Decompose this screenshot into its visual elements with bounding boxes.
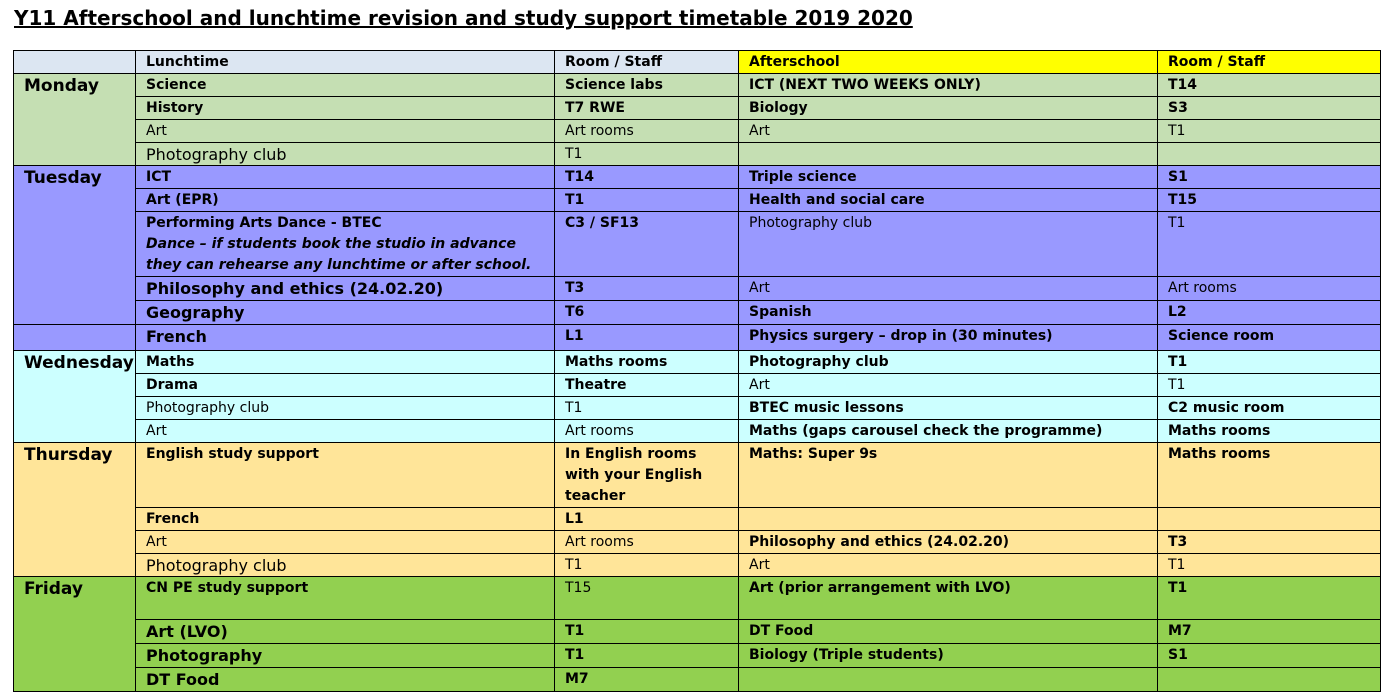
after-cell (739, 143, 1158, 166)
header-afterschool: Afterschool (739, 51, 1158, 74)
lunch-room-cell: T7 RWE (555, 97, 739, 120)
after-cell: Art (739, 277, 1158, 301)
after-cell: Physics surgery – drop in (30 minutes) (739, 325, 1158, 351)
after-room-cell: Maths rooms (1158, 420, 1381, 443)
table-row (14, 189, 1381, 212)
table-row (14, 143, 1381, 166)
table-row (14, 508, 1381, 531)
after-room-cell: M7 (1158, 620, 1381, 644)
after-room-cell: S1 (1158, 644, 1381, 668)
table-row (14, 531, 1381, 554)
after-cell (739, 668, 1158, 692)
day-monday: Monday (14, 74, 136, 166)
lunch-cell: Drama (136, 374, 555, 397)
day-tuesday: Tuesday (14, 166, 136, 325)
after-room-cell: S1 (1158, 166, 1381, 189)
header-lunch-room: Room / Staff (555, 51, 739, 74)
after-cell: Art (739, 374, 1158, 397)
after-room-cell: S3 (1158, 97, 1381, 120)
after-room-cell: L2 (1158, 301, 1381, 325)
table-row (14, 577, 1381, 620)
after-room-cell (1158, 668, 1381, 692)
lunch-cell: Photography club (136, 554, 555, 577)
after-room-cell: T1 (1158, 351, 1381, 374)
after-room-cell: T3 (1158, 531, 1381, 554)
after-room-cell: Maths rooms (1158, 443, 1381, 508)
lunch-cell: Photography club (136, 397, 555, 420)
table-row (14, 554, 1381, 577)
lunch-cell: DT Food (136, 668, 555, 692)
after-cell: Photography club (739, 212, 1158, 277)
table-row (14, 325, 1381, 351)
lunch-cell: Photography (136, 644, 555, 668)
lunch-cell: Art (136, 531, 555, 554)
after-cell: Biology (Triple students) (739, 644, 1158, 668)
table-row (14, 420, 1381, 443)
after-cell: Philosophy and ethics (24.02.20) (739, 531, 1158, 554)
lunch-room-cell: L1 (555, 325, 739, 351)
lunch-cell: English study support (136, 443, 555, 508)
lunch-room-cell: T6 (555, 301, 739, 325)
after-cell: Triple science (739, 166, 1158, 189)
lunch-room-cell: T1 (555, 554, 739, 577)
after-cell: Art (739, 120, 1158, 143)
after-room-cell (1158, 143, 1381, 166)
table-row (14, 668, 1381, 692)
header-after-room: Room / Staff (1158, 51, 1381, 74)
lunch-room-cell: Art rooms (555, 120, 739, 143)
after-cell: ICT (NEXT TWO WEEKS ONLY) (739, 74, 1158, 97)
lunch-cell: Art (136, 120, 555, 143)
lunch-room-cell: C3 / SF13 (555, 212, 739, 277)
table-row (14, 620, 1381, 644)
day-wednesday: Wednesday (14, 351, 136, 443)
table-row (14, 277, 1381, 301)
table-row (14, 212, 1381, 277)
after-room-cell: T1 (1158, 212, 1381, 277)
lunch-cell: Art (LVO) (136, 620, 555, 644)
after-room-cell: T1 (1158, 554, 1381, 577)
table-row (14, 351, 1381, 374)
day-friday: Friday (14, 577, 136, 692)
header-lunchtime: Lunchtime (136, 51, 555, 74)
lunch-cell: Photography club (136, 143, 555, 166)
table-row (14, 397, 1381, 420)
lunch-room-cell: T3 (555, 277, 739, 301)
header-blank (14, 51, 136, 74)
lunch-room-cell: L1 (555, 508, 739, 531)
lunch-cell: Art (EPR) (136, 189, 555, 212)
lunch-room-cell: T14 (555, 166, 739, 189)
table-row (14, 443, 1381, 508)
day-thursday: Thursday (14, 443, 136, 577)
table-row (14, 301, 1381, 325)
after-cell (739, 508, 1158, 531)
table-row (14, 120, 1381, 143)
lunch-cell: Philosophy and ethics (24.02.20) (136, 277, 555, 301)
after-cell: Maths (gaps carousel check the programme) (739, 420, 1158, 443)
lunch-room-cell: Art rooms (555, 531, 739, 554)
lunch-cell: Maths (136, 351, 555, 374)
lunch-cell: Art (136, 420, 555, 443)
after-cell: DT Food (739, 620, 1158, 644)
lunch-cell: ICT (136, 166, 555, 189)
lunch-room-cell: T1 (555, 189, 739, 212)
day-empty (14, 325, 136, 351)
lunch-room-cell: T15 (555, 577, 739, 620)
table-row (14, 166, 1381, 189)
lunch-room-cell: T1 (555, 644, 739, 668)
after-room-cell: T14 (1158, 74, 1381, 97)
lunch-title: Performing Arts Dance - BTEC (146, 215, 382, 231)
timetable (13, 50, 1381, 692)
lunch-room-cell: T1 (555, 397, 739, 420)
after-room-cell: T1 (1158, 374, 1381, 397)
after-room-cell: T1 (1158, 120, 1381, 143)
lunch-cell: Geography (136, 301, 555, 325)
lunch-cell: French (136, 508, 555, 531)
after-cell: BTEC music lessons (739, 397, 1158, 420)
after-cell: Art (739, 554, 1158, 577)
after-cell: Art (prior arrangement with LVO) (739, 577, 1158, 620)
after-cell: Maths: Super 9s (739, 443, 1158, 508)
after-room-cell: T1 (1158, 577, 1381, 620)
lunch-room-cell: T1 (555, 620, 739, 644)
after-room-cell: Art rooms (1158, 277, 1381, 301)
lunch-room-cell: Maths rooms (555, 351, 739, 374)
lunch-room-cell: In English rooms with your English teacher (555, 443, 739, 508)
page-title: Y11 Afterschool and lunchtime revision and study support timetable 2019 2020 (14, 6, 913, 30)
after-room-cell: C2 music room (1158, 397, 1381, 420)
table-row (14, 74, 1381, 97)
lunch-room-cell: Theatre (555, 374, 739, 397)
after-cell: Health and social care (739, 189, 1158, 212)
lunch-cell: French (136, 325, 555, 351)
after-cell: Biology (739, 97, 1158, 120)
lunch-cell: History (136, 97, 555, 120)
lunch-room-cell: T1 (555, 143, 739, 166)
table-row (14, 644, 1381, 668)
lunch-room-cell: Art rooms (555, 420, 739, 443)
table-row (14, 97, 1381, 120)
after-cell: Photography club (739, 351, 1158, 374)
after-room-cell (1158, 508, 1381, 531)
after-cell: Spanish (739, 301, 1158, 325)
after-room-cell: Science room (1158, 325, 1381, 351)
lunch-cell: CN PE study support (136, 577, 555, 620)
lunch-cell (136, 212, 555, 277)
after-room-cell: T15 (1158, 189, 1381, 212)
lunch-note: Dance – if students book the studio in advance they can rehearse any lunchtime or after school. (146, 236, 532, 273)
lunch-cell: Science (136, 74, 555, 97)
table-row (14, 374, 1381, 397)
lunch-room-cell: M7 (555, 668, 739, 692)
header-row (14, 51, 1381, 74)
lunch-room-cell: Science labs (555, 74, 739, 97)
